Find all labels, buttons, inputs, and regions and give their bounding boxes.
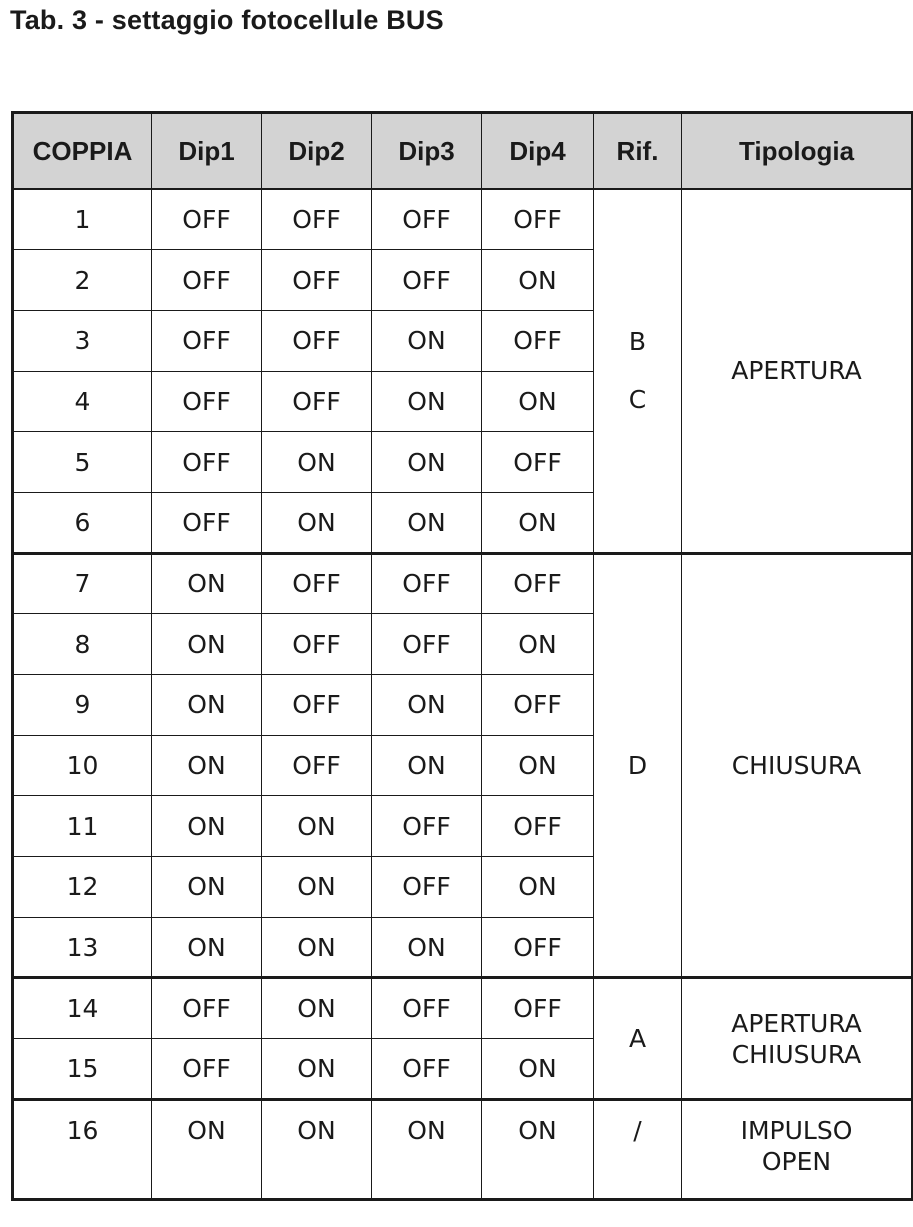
coppia-cell: 9 bbox=[13, 675, 152, 736]
coppia-cell: 11 bbox=[13, 796, 152, 857]
coppia-cell: 4 bbox=[13, 371, 152, 432]
coppia-cell: 16 bbox=[13, 1099, 152, 1199]
dip2-cell: ON bbox=[262, 796, 372, 857]
dip2-cell: ON bbox=[262, 1099, 372, 1199]
dip4-cell: OFF bbox=[482, 189, 594, 250]
dip1-cell: OFF bbox=[152, 250, 262, 311]
dip2-cell: ON bbox=[262, 917, 372, 978]
dip3-cell: ON bbox=[372, 1099, 482, 1199]
header-rif: Rif. bbox=[594, 113, 682, 190]
dip2-cell: OFF bbox=[262, 310, 372, 371]
rif-cell bbox=[594, 978, 682, 1099]
dip2-cell: ON bbox=[262, 1039, 372, 1100]
tipologia-cell bbox=[682, 978, 913, 1099]
header-dip2: Dip2 bbox=[262, 113, 372, 190]
dip1-cell: ON bbox=[152, 735, 262, 796]
tipologia-label: APERTURA bbox=[731, 1008, 862, 1038]
dip1-cell: ON bbox=[152, 614, 262, 675]
table-row bbox=[13, 1099, 913, 1199]
dip4-cell: OFF bbox=[482, 675, 594, 736]
group-impulso-open bbox=[13, 1099, 913, 1199]
dip4-cell: ON bbox=[482, 857, 594, 918]
group-apertura bbox=[13, 189, 913, 553]
dip4-cell: OFF bbox=[482, 553, 594, 614]
tipologia-label: IMPULSO bbox=[740, 1115, 853, 1145]
header-row bbox=[13, 113, 913, 190]
dip4-cell: OFF bbox=[482, 310, 594, 371]
header-coppia: COPPIA bbox=[13, 113, 152, 190]
dip1-cell: ON bbox=[152, 675, 262, 736]
dip1-cell: ON bbox=[152, 917, 262, 978]
group-chiusura bbox=[13, 553, 913, 978]
dip4-cell: OFF bbox=[482, 432, 594, 493]
group-apertura-chiusura bbox=[13, 978, 913, 1099]
dip4-cell: ON bbox=[482, 492, 594, 553]
table-row bbox=[13, 189, 913, 250]
dip4-cell: ON bbox=[482, 371, 594, 432]
rif-cell bbox=[594, 1099, 682, 1199]
dip2-cell: OFF bbox=[262, 735, 372, 796]
dip3-cell: OFF bbox=[372, 250, 482, 311]
dip3-cell: OFF bbox=[372, 1039, 482, 1100]
dip3-cell: OFF bbox=[372, 857, 482, 918]
dip1-cell: OFF bbox=[152, 189, 262, 250]
header-tipologia: Tipologia bbox=[682, 113, 913, 190]
dip3-cell: OFF bbox=[372, 796, 482, 857]
dip-settings-table bbox=[11, 111, 913, 1201]
dip2-cell: ON bbox=[262, 492, 372, 553]
dip4-cell: OFF bbox=[482, 978, 594, 1039]
dip2-cell: OFF bbox=[262, 553, 372, 614]
dip4-cell: ON bbox=[482, 735, 594, 796]
tipologia-label: CHIUSURA bbox=[731, 751, 862, 781]
dip1-cell: ON bbox=[152, 553, 262, 614]
coppia-cell: 5 bbox=[13, 432, 152, 493]
header-dip4: Dip4 bbox=[482, 113, 594, 190]
dip3-cell: ON bbox=[372, 675, 482, 736]
dip3-cell: ON bbox=[372, 310, 482, 371]
coppia-cell: 8 bbox=[13, 614, 152, 675]
dip3-cell: OFF bbox=[372, 614, 482, 675]
dip1-cell: OFF bbox=[152, 1039, 262, 1100]
tipologia-cell bbox=[682, 553, 913, 978]
rif-label: C bbox=[628, 385, 647, 415]
dip3-cell: OFF bbox=[372, 189, 482, 250]
dip3-cell: ON bbox=[372, 735, 482, 796]
dip4-cell: OFF bbox=[482, 796, 594, 857]
dip4-cell: OFF bbox=[482, 917, 594, 978]
dip4-cell: ON bbox=[482, 1039, 594, 1100]
rif-label: B bbox=[628, 327, 647, 357]
tipologia-label: OPEN bbox=[761, 1146, 832, 1176]
dip2-cell: OFF bbox=[262, 250, 372, 311]
dip2-cell: OFF bbox=[262, 614, 372, 675]
tipologia-cell bbox=[682, 189, 913, 553]
coppia-cell: 13 bbox=[13, 917, 152, 978]
coppia-cell: 14 bbox=[13, 978, 152, 1039]
dip2-cell: OFF bbox=[262, 189, 372, 250]
dip1-cell: OFF bbox=[152, 432, 262, 493]
dip4-cell: ON bbox=[482, 614, 594, 675]
dip3-cell: OFF bbox=[372, 553, 482, 614]
coppia-cell: 7 bbox=[13, 553, 152, 614]
table-row bbox=[13, 978, 913, 1039]
coppia-cell: 6 bbox=[13, 492, 152, 553]
dip4-cell: ON bbox=[482, 1099, 594, 1199]
dip1-cell: OFF bbox=[152, 978, 262, 1039]
rif-label: A bbox=[628, 1024, 647, 1054]
header-dip1: Dip1 bbox=[152, 113, 262, 190]
tipologia-label: CHIUSURA bbox=[731, 1039, 862, 1069]
dip4-cell: ON bbox=[482, 250, 594, 311]
table-row bbox=[13, 553, 913, 614]
rif-cell bbox=[594, 189, 682, 553]
dip1-cell: ON bbox=[152, 796, 262, 857]
dip3-cell: ON bbox=[372, 371, 482, 432]
coppia-cell: 1 bbox=[13, 189, 152, 250]
dip1-cell: ON bbox=[152, 1099, 262, 1199]
dip3-cell: OFF bbox=[372, 978, 482, 1039]
coppia-cell: 12 bbox=[13, 857, 152, 918]
dip1-cell: OFF bbox=[152, 492, 262, 553]
coppia-cell: 3 bbox=[13, 310, 152, 371]
dip3-cell: ON bbox=[372, 432, 482, 493]
dip2-cell: ON bbox=[262, 857, 372, 918]
dip3-cell: ON bbox=[372, 492, 482, 553]
page-title: Tab. 3 - settaggio fotocellule BUS bbox=[10, 5, 444, 35]
dip3-cell: ON bbox=[372, 917, 482, 978]
dip1-cell: OFF bbox=[152, 310, 262, 371]
tipologia-cell bbox=[682, 1099, 913, 1199]
dip2-cell: OFF bbox=[262, 675, 372, 736]
coppia-cell: 15 bbox=[13, 1039, 152, 1100]
rif-cell bbox=[594, 553, 682, 978]
rif-label: D bbox=[627, 751, 648, 781]
dip2-cell: OFF bbox=[262, 371, 372, 432]
coppia-cell: 2 bbox=[13, 250, 152, 311]
dip1-cell: ON bbox=[152, 857, 262, 918]
rif-label: / bbox=[633, 1115, 642, 1145]
header-dip3: Dip3 bbox=[372, 113, 482, 190]
dip2-cell: ON bbox=[262, 978, 372, 1039]
dip2-cell: ON bbox=[262, 432, 372, 493]
dip1-cell: OFF bbox=[152, 371, 262, 432]
coppia-cell: 10 bbox=[13, 735, 152, 796]
tipologia-label: APERTURA bbox=[731, 356, 862, 386]
